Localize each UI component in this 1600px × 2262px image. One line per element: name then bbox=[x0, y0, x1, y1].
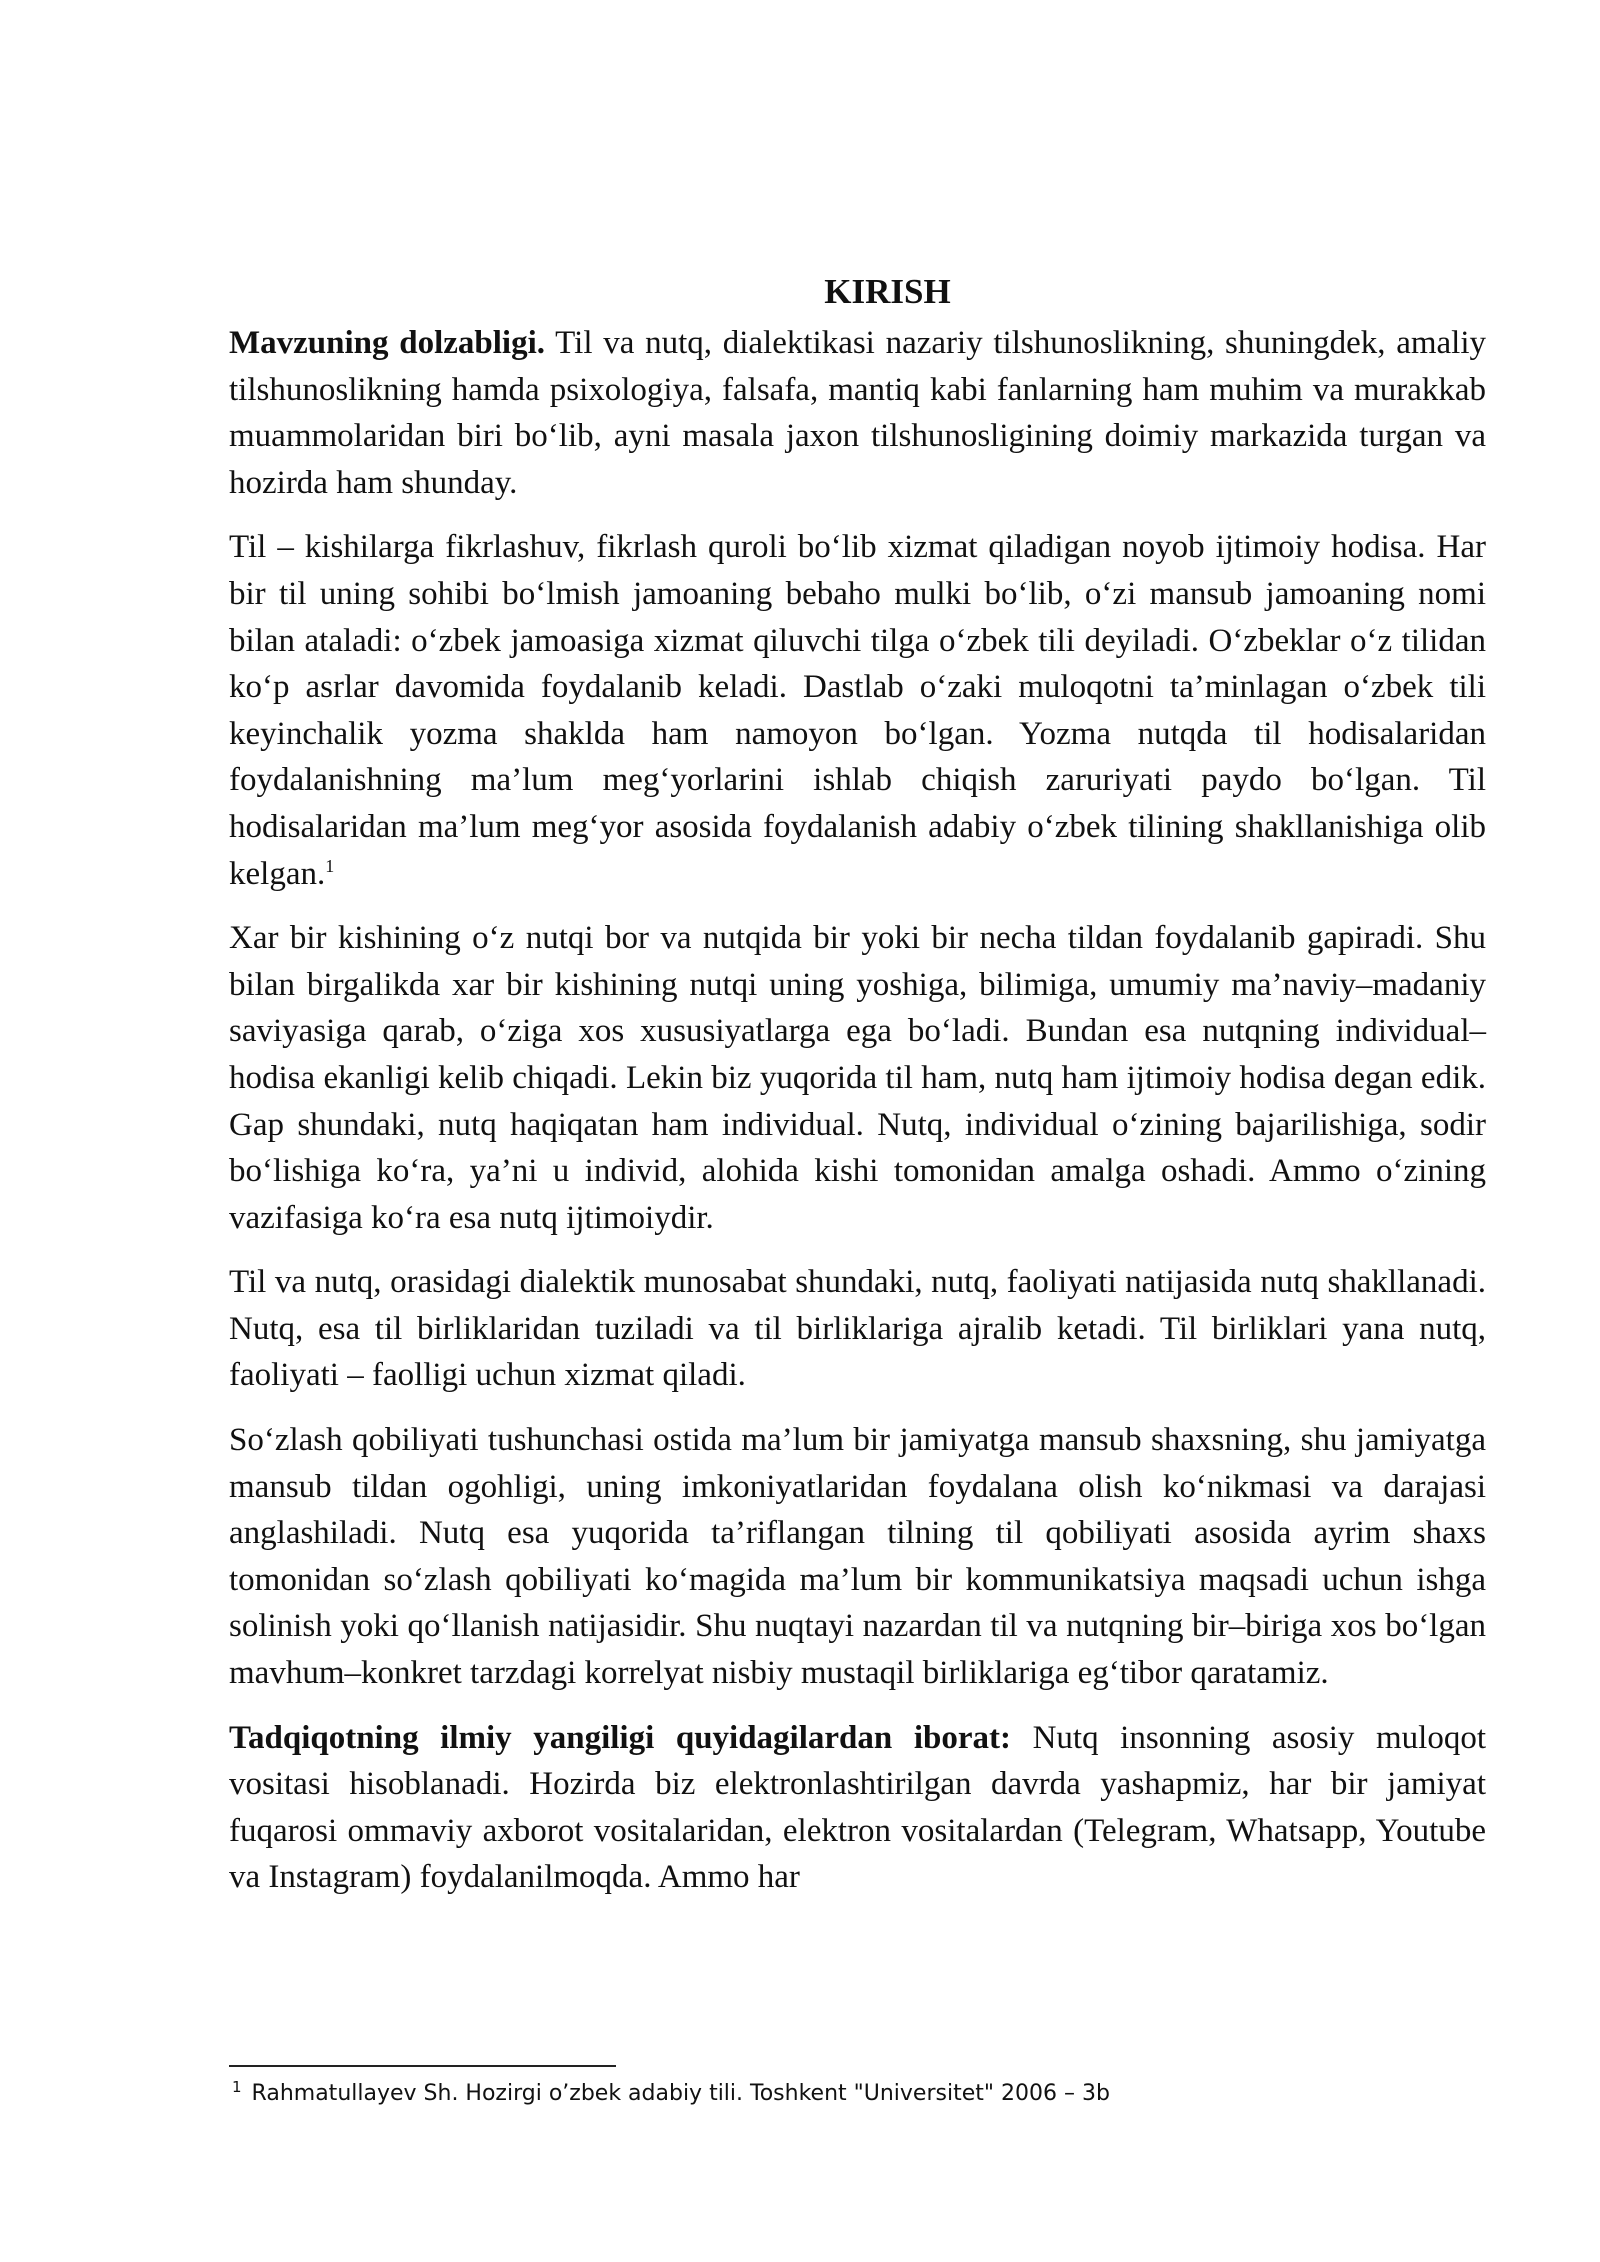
footnote-number: 1 bbox=[232, 2077, 242, 2096]
paragraph-text: Til – kishilarga fikrlashuv, fikrlash quroli bo‘lib xizmat qiladigan noyob ijtimoiy hodisa. Har bir til uning sohibi bo‘lmish jamoaning bebaho mulki bo‘lib, o‘zi mansub jamoaning nomi bilan ataladi: o‘zbek jamoasiga xizmat qiluvchi tilga o‘zbek tili deyiladi. O‘zbeklar o‘z tilidan ko‘p asrlar davomida foydalanib keladi. Dastlab o‘zaki muloqotni ta’minlagan o‘zbek tili keyinchalik yozma shaklda ham namoyon bo‘lgan. Yozma nutqda til hodisalaridan foydalanishning ma’lum meg‘yorlarini ishlab chiqish zaruriyati paydo bo‘lgan. Til hodisalaridan ma’lum meg‘yor asosida foydalanish adabiy o‘zbek tilining shakllanishiga olib kelgan. bbox=[229, 529, 1486, 892]
paragraph-4 bbox=[229, 1259, 1486, 1399]
paragraph-text: Nutq insonning asosiy muloqot vositasi hisoblanadi. Hozirda biz elektronlashtirilgan davrda yashapmiz, har bir jamiyat fuqarosi ommaviy axborot vositalaridan, elektron vositalardan (Telegram, Whatsapp, Youtube va Instagram) foydalanilmoqda. Ammo har bbox=[229, 1719, 1486, 1896]
document-page bbox=[229, 264, 1486, 1919]
footnote-text: Rahmatullayev Sh. Hozirgi o’zbek adabiy tili. Toshkent "Universitet" 2006 – 3b bbox=[251, 2081, 1110, 2106]
paragraph-lead: Mavzuning dolzabligi. bbox=[229, 325, 546, 361]
paragraph-text: Xar bir kishining o‘z nutqi bor va nutqida bir yoki bir necha tildan foydalanib gapiradi. Shu bilan birgalikda xar bir kishining nutqi uning yoshiga, bilimiga, umumiy ma’naviy–madaniy saviyasiga qarab, o‘ziga xos xususiyatlarga ega bo‘ladi. Bundan esa nutqning individual–hodisa ekanligi kelib chiqadi. Lekin biz yuqorida til ham, nutq ham ijtimoiy hodisa degan edik. Gap shundaki, nutq haqiqatan ham individual. Nutq, individual o‘zining bajarilishiga, sodir bo‘lishiga ko‘ra, ya’ni u individ, alohida kishi tomonidan amalga oshadi. Ammo o‘zining vazifasiga ko‘ra esa nutq ijtimoiydir. bbox=[229, 920, 1486, 1236]
footnote-divider bbox=[229, 2065, 616, 2067]
paragraph-1 bbox=[229, 320, 1486, 506]
page-title: KIRISH bbox=[824, 272, 951, 311]
paragraph-text: So‘zlash qobiliyati tushunchasi ostida ma’lum bir jamiyatga mansub shaxsning, shu jamiyatga mansub tildan ogohligi, uning imkoniyatlaridan foydalana olish ko‘nikmasi va darajasi anglashiladi. Nutq esa yuqorida ta’riflangan tilning til qobiliyati asosida ayrim shaxs tomonidan so‘zlash qobiliyati ko‘magida ma’lum bir kommunikatsiya maqsadi uchun ishga solinish yoki qo‘llanish natijasidir. Shu nuqtayi nazardan til va nutqning bir–biriga xos bo‘lgan mavhum–konkret tarzdagi korrelyat nisbiy mustaqil birliklariga eg‘tibor qaratamiz. bbox=[229, 1422, 1486, 1692]
paragraph-2 bbox=[229, 524, 1486, 897]
paragraph-text: Til va nutq, dialektikasi nazariy tilshunoslikning, shuningdek, amaliy tilshunoslikning hamda psixologiya, falsafa, mantiq kabi fanlarning ham muhim va murakkab muammolaridan biri bo‘lib, ayni masala jaxon tilshunosligining doimiy markazida turgan va hozirda ham shunday. bbox=[229, 325, 1486, 501]
paragraph-lead: Tadqiqotning ilmiy yangiligi quyidagilardan iborat: bbox=[229, 1719, 1011, 1756]
paragraph-text: Til va nutq, orasidagi dialektik munosabat shundaki, nutq, faoliyati natijasida nutq shakllanadi. Nutq, esa til birliklaridan tuziladi va til birliklariga ajralib ketadi. Til birliklari yana nutq, faoliyati – faolligi uchun xizmat qiladi. bbox=[229, 1264, 1486, 1394]
paragraph-3 bbox=[229, 915, 1486, 1241]
footnote-reference[interactable]: 1 bbox=[325, 855, 335, 876]
paragraph-6 bbox=[229, 1715, 1486, 1901]
paragraph-5 bbox=[229, 1417, 1486, 1697]
footnote bbox=[232, 2078, 1110, 2110]
